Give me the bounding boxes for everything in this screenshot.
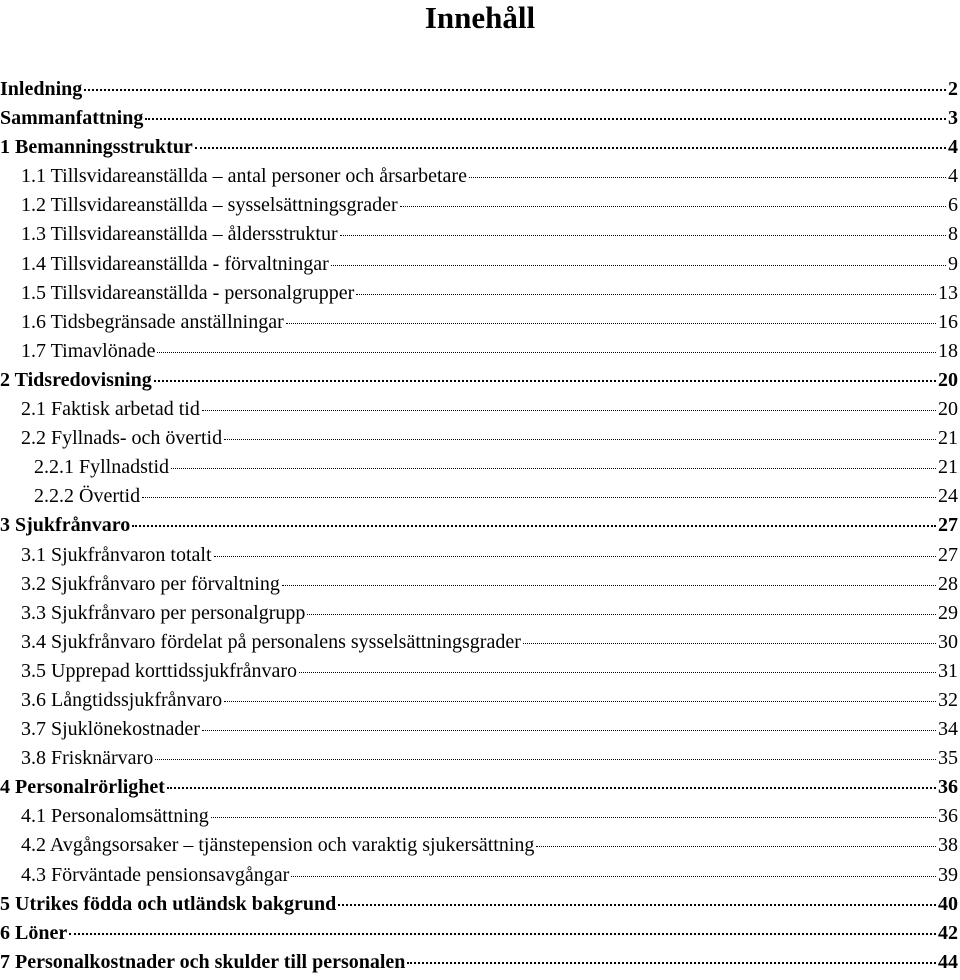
toc-entry-label: 3.1 Sjukfrånvaron totalt bbox=[21, 543, 212, 566]
toc-entry[interactable] bbox=[0, 715, 960, 744]
toc-entry-page-number: 21 bbox=[938, 427, 958, 450]
toc-entry-page-number: 32 bbox=[938, 688, 958, 711]
toc-entry-page-number: 18 bbox=[938, 339, 958, 362]
toc-entry[interactable] bbox=[0, 570, 960, 599]
toc-entry[interactable] bbox=[0, 541, 960, 570]
toc-entry[interactable] bbox=[0, 511, 960, 540]
toc-entry[interactable] bbox=[0, 831, 960, 860]
dot-leader bbox=[154, 380, 936, 382]
toc-entry-label: 3.5 Upprepad korttidssjukfrånvaro bbox=[21, 659, 298, 682]
toc-entry[interactable] bbox=[0, 133, 960, 162]
toc-entry[interactable] bbox=[0, 686, 960, 715]
dot-leader bbox=[202, 410, 936, 411]
dot-leader bbox=[224, 701, 936, 702]
toc-entry[interactable] bbox=[0, 250, 960, 279]
toc-entry-label: 4.3 Förväntade pensionsavgångar bbox=[21, 863, 290, 886]
dot-leader bbox=[157, 352, 936, 353]
toc-entry-page-number: 42 bbox=[938, 921, 958, 944]
dot-leader bbox=[338, 904, 936, 906]
toc-entry[interactable] bbox=[0, 424, 960, 453]
toc-entry-label: 3.3 Sjukfrånvaro per personalgrupp bbox=[21, 601, 306, 624]
toc-entry-page-number: 35 bbox=[938, 747, 958, 770]
toc-entry-label: Inledning bbox=[0, 78, 83, 100]
toc-entry-label: 3.8 Frisknärvaro bbox=[21, 747, 154, 770]
toc-entry[interactable] bbox=[0, 657, 960, 686]
dot-leader bbox=[469, 177, 946, 178]
dot-leader bbox=[536, 846, 936, 847]
toc-entry-label: 3.6 Långtidssjukfrånvaro bbox=[21, 688, 223, 711]
toc-entry-page-number: 39 bbox=[938, 863, 958, 886]
toc-entry-label: 5 Utrikes födda och utländsk bakgrund bbox=[0, 892, 337, 915]
toc-entry-page-number: 38 bbox=[938, 834, 958, 857]
dot-leader bbox=[523, 643, 936, 644]
toc-entry-label: 3 Sjukfrånvaro bbox=[0, 514, 131, 537]
toc-entry-page-number: 40 bbox=[938, 892, 958, 915]
dot-leader bbox=[407, 962, 936, 964]
toc-entry-label: 1.4 Tillsvidareanställda - förvaltningar bbox=[21, 252, 329, 275]
toc-entry-label: 3.2 Sjukfrånvaro per förvaltning bbox=[21, 572, 280, 595]
dot-leader bbox=[211, 817, 936, 818]
toc-entry[interactable] bbox=[0, 162, 960, 191]
toc-entry-page-number: 20 bbox=[938, 368, 958, 391]
toc-entry-label: 3.7 Sjuklönekostnader bbox=[21, 718, 200, 741]
dot-leader bbox=[291, 876, 936, 877]
toc-entry-page-number: 24 bbox=[938, 485, 958, 508]
toc-entry-label: 2.2 Fyllnads- och övertid bbox=[21, 427, 223, 450]
toc-entry-page-number: 36 bbox=[938, 776, 958, 799]
page-title: Innehåll bbox=[424, 0, 536, 35]
table-of-contents bbox=[0, 75, 960, 977]
toc-entry[interactable] bbox=[0, 482, 960, 511]
dot-leader bbox=[84, 89, 946, 91]
dot-leader bbox=[214, 556, 936, 557]
dot-leader bbox=[224, 439, 936, 440]
toc-entry[interactable] bbox=[0, 337, 960, 366]
toc-entry-label: 1.1 Tillsvidareanställda – antal personer och årsarbetare bbox=[21, 165, 467, 188]
toc-entry-label: 1.3 Tillsvidareanställda – åldersstruktur bbox=[21, 223, 338, 246]
toc-entry-label: 7 Personalkostnader och skulder till personalen bbox=[0, 950, 406, 973]
toc-entry-page-number: 6 bbox=[948, 194, 958, 217]
toc-entry[interactable] bbox=[0, 773, 960, 802]
toc-entry-page-number: 2 bbox=[948, 78, 958, 100]
dot-leader bbox=[69, 933, 936, 935]
toc-entry[interactable] bbox=[0, 395, 960, 424]
toc-entry-page-number: 27 bbox=[938, 514, 958, 537]
toc-entry-label: 3.4 Sjukfrånvaro fördelat på personalens sysselsättningsgrader bbox=[21, 630, 521, 653]
dot-leader bbox=[340, 235, 946, 236]
toc-entry-label: 1 Bemanningsstruktur bbox=[0, 136, 193, 159]
toc-entry-page-number: 16 bbox=[938, 310, 958, 333]
dot-leader bbox=[171, 468, 936, 469]
toc-entry-label: Sammanfattning bbox=[0, 107, 144, 130]
dot-leader bbox=[155, 759, 936, 760]
toc-entry[interactable] bbox=[0, 453, 960, 482]
dot-leader bbox=[282, 585, 936, 586]
dot-leader bbox=[142, 497, 936, 498]
toc-entry-page-number: 9 bbox=[948, 252, 958, 275]
dot-leader bbox=[299, 672, 936, 673]
toc-entry-page-number: 30 bbox=[938, 630, 958, 653]
dot-leader bbox=[167, 787, 936, 789]
toc-entry-page-number: 29 bbox=[938, 601, 958, 624]
toc-entry[interactable] bbox=[0, 861, 960, 890]
toc-entry-page-number: 20 bbox=[938, 398, 958, 421]
toc-entry-page-number: 27 bbox=[938, 543, 958, 566]
toc-entry-page-number: 28 bbox=[938, 572, 958, 595]
toc-entry-label: 4 Personalrörlighet bbox=[0, 776, 165, 799]
dot-leader bbox=[356, 294, 936, 295]
dot-leader bbox=[202, 730, 936, 731]
toc-entry-label: 4.2 Avgångsorsaker – tjänstepension och varaktig sjukersättning bbox=[21, 834, 535, 857]
toc-entry-page-number: 31 bbox=[938, 659, 958, 682]
toc-entry[interactable] bbox=[0, 104, 960, 133]
toc-entry[interactable] bbox=[0, 75, 960, 104]
toc-entry-label: 2 Tidsredovisning bbox=[0, 368, 152, 391]
dot-leader bbox=[195, 147, 946, 149]
toc-entry-label: 1.2 Tillsvidareanställda – sysselsättningsgrader bbox=[21, 194, 398, 217]
toc-entry-page-number: 3 bbox=[948, 107, 958, 130]
toc-entry[interactable] bbox=[0, 919, 960, 948]
toc-entry-page-number: 4 bbox=[948, 165, 958, 188]
toc-entry-label: 6 Löner bbox=[0, 921, 68, 944]
toc-entry-page-number: 4 bbox=[948, 136, 958, 159]
toc-entry[interactable] bbox=[0, 279, 960, 308]
toc-entry-page-number: 21 bbox=[938, 456, 958, 479]
toc-entry-label: 2.1 Faktisk arbetad tid bbox=[21, 398, 200, 421]
toc-entry[interactable] bbox=[0, 308, 960, 337]
toc-entry-label: 1.5 Tillsvidareanställda - personalgrupper bbox=[21, 281, 355, 304]
toc-entry[interactable] bbox=[0, 191, 960, 220]
toc-entry-page-number: 8 bbox=[948, 223, 958, 246]
toc-entry-page-number: 44 bbox=[938, 950, 958, 973]
toc-entry[interactable] bbox=[0, 802, 960, 831]
toc-entry[interactable] bbox=[0, 220, 960, 249]
dot-leader bbox=[145, 118, 946, 120]
toc-entry-label: 2.2.1 Fyllnadstid bbox=[34, 456, 170, 479]
toc-entry-label: 1.7 Timavlönade bbox=[21, 339, 156, 362]
toc-entry-page-number: 34 bbox=[938, 718, 958, 741]
toc-entry[interactable] bbox=[0, 599, 960, 628]
toc-entry-page-number: 36 bbox=[938, 805, 958, 828]
dot-leader bbox=[307, 614, 936, 615]
toc-entry[interactable] bbox=[0, 628, 960, 657]
dot-leader bbox=[286, 323, 936, 324]
toc-entry-page-number: 13 bbox=[938, 281, 958, 304]
toc-entry-label: 1.6 Tidsbegränsade anställningar bbox=[21, 310, 284, 333]
toc-entry[interactable] bbox=[0, 366, 960, 395]
toc-entry[interactable] bbox=[0, 890, 960, 919]
dot-leader bbox=[331, 265, 946, 266]
toc-entry[interactable] bbox=[0, 948, 960, 977]
toc-entry-label: 2.2.2 Övertid bbox=[34, 485, 141, 508]
dot-leader bbox=[400, 206, 946, 207]
toc-entry-label: 4.1 Personalomsättning bbox=[21, 805, 209, 828]
dot-leader bbox=[132, 525, 936, 527]
toc-entry[interactable] bbox=[0, 744, 960, 773]
